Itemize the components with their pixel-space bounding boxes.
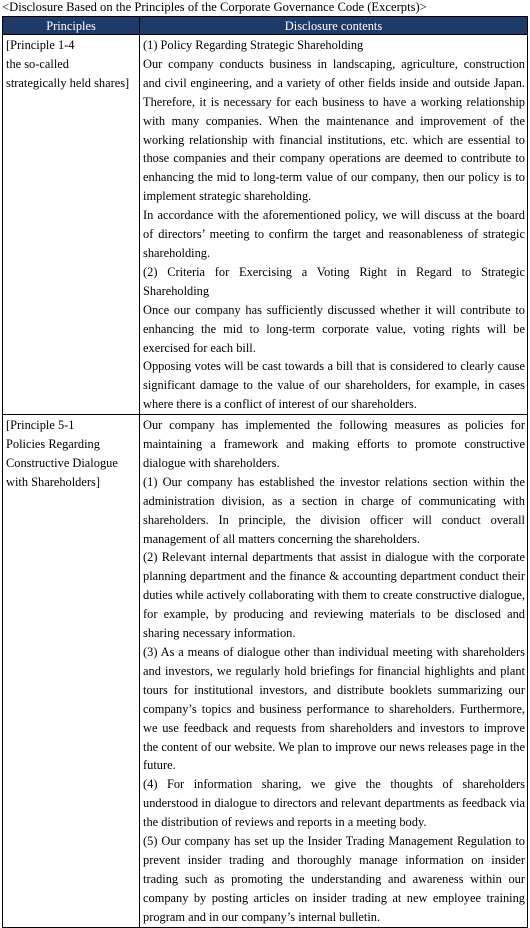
disclosure-paragraph: (1) Policy Regarding Strategic Shareholding <box>143 38 364 52</box>
table-row-principle-5-1 <box>3 415 528 927</box>
principle-cell <box>3 35 140 415</box>
principle-line: strategically held shares] <box>6 75 130 90</box>
disclosure-paragraph: Once our company has sufficiently discussed whether it will contribute to enhancing the mid to long-term corporate value, voting rights will be exercised for each bill. <box>143 302 525 355</box>
principle-line: Policies Regarding <box>6 437 100 452</box>
disclosure-paragraph: (2) Criteria for Exercising a Voting Right in Regard to Strategic Shareholding <box>143 264 525 298</box>
disclosure-cell <box>140 415 528 927</box>
disclosure-paragraph: (5) Our company has set up the Insider Trading Management Regulation to prevent insider trading and thoroughly manage information on insider trading such as promoting the understanding and awareness within our company by posting articles on insider trading at new employee training program and in our company’s internal bulletin. <box>143 834 525 924</box>
table-header-row <box>3 17 528 35</box>
disclosure-paragraph: Our company conducts business in landscaping, agriculture, construction and civil engineering, and a variety of other fields inside and outside Japan. Therefore, it is necessary for each business to have a working relationship with many companies. When the maintenance and improvement of the working relationship with financial institutions, etc. which are essential to those companies and their company operations are deemed to contribute to enhancing the mid to long-term value of our company, then our policy is to implement strategic shareholding. <box>143 56 525 204</box>
disclosure-paragraph: (2) Relevant internal departments that assist in dialogue with the corporate planning department and the finance & accounting department conduct their duties while actively collaborating with them to create constructive dialogue, for example, by producing and reviewing materials to be disclosed and sharing necessary information. <box>143 550 525 641</box>
disclosure-paragraph: Opposing votes will be cast towards a bill that is considered to clearly cause significant damage to the value of our shareholders, for example, in cases where there is a conflict of interest of our shareholders. <box>143 359 525 412</box>
column-header-disclosure-contents: Disclosure contents <box>140 17 528 35</box>
principle-line: [Principle 5-1 <box>6 418 75 433</box>
principle-line: Constructive Dialogue <box>6 455 118 470</box>
disclosure-paragraph: In accordance with the aforementioned policy, we will discuss at the board of directors’ meeting to confirm the target and reasonableness of strategic shareholding. <box>143 208 525 260</box>
principle-cell <box>3 415 140 927</box>
principle-line: the so-called <box>6 56 69 71</box>
disclosure-paragraph: Our company has implemented the following measures as policies for maintaining a framework and making efforts to promote constructive dialogue with shareholders. <box>143 418 525 470</box>
disclosure-paragraph: (4) For information sharing, we give the thoughts of shareholders understood in dialogue to directors and relevant departments as feedback via the distribution of reviews and reports in a meeting body. <box>143 777 525 830</box>
governance-table <box>2 16 528 928</box>
principle-line: with Shareholders] <box>6 474 100 489</box>
document-title: <Disclosure Based on the Principles of the Corporate Governance Code (Excerpts)> <box>2 0 427 14</box>
disclosure-paragraph: (1) Our company has established the investor relations section within the administration division, as a section in charge of communicating with shareholders. In principle, the division officer will conduct overall management of all matters concerning the shareholders. <box>143 474 525 546</box>
disclosure-cell <box>140 35 528 415</box>
principle-line: [Principle 1-4 <box>6 38 75 52</box>
column-header-principles: Principles <box>3 17 140 35</box>
disclosure-paragraph: (3) As a means of dialogue other than individual meeting with shareholders and investors, we regularly hold briefings for financial highlights and plant tours for institutional investors, and distribute booklets summarizing our company’s topics and business performance to shareholders. Furthermore, we use feedback and requests from shareholders and investors to improve the content of our website. We plan to improve our news releases page in the future. <box>143 645 525 773</box>
table-row-principle-1-4 <box>3 35 528 415</box>
